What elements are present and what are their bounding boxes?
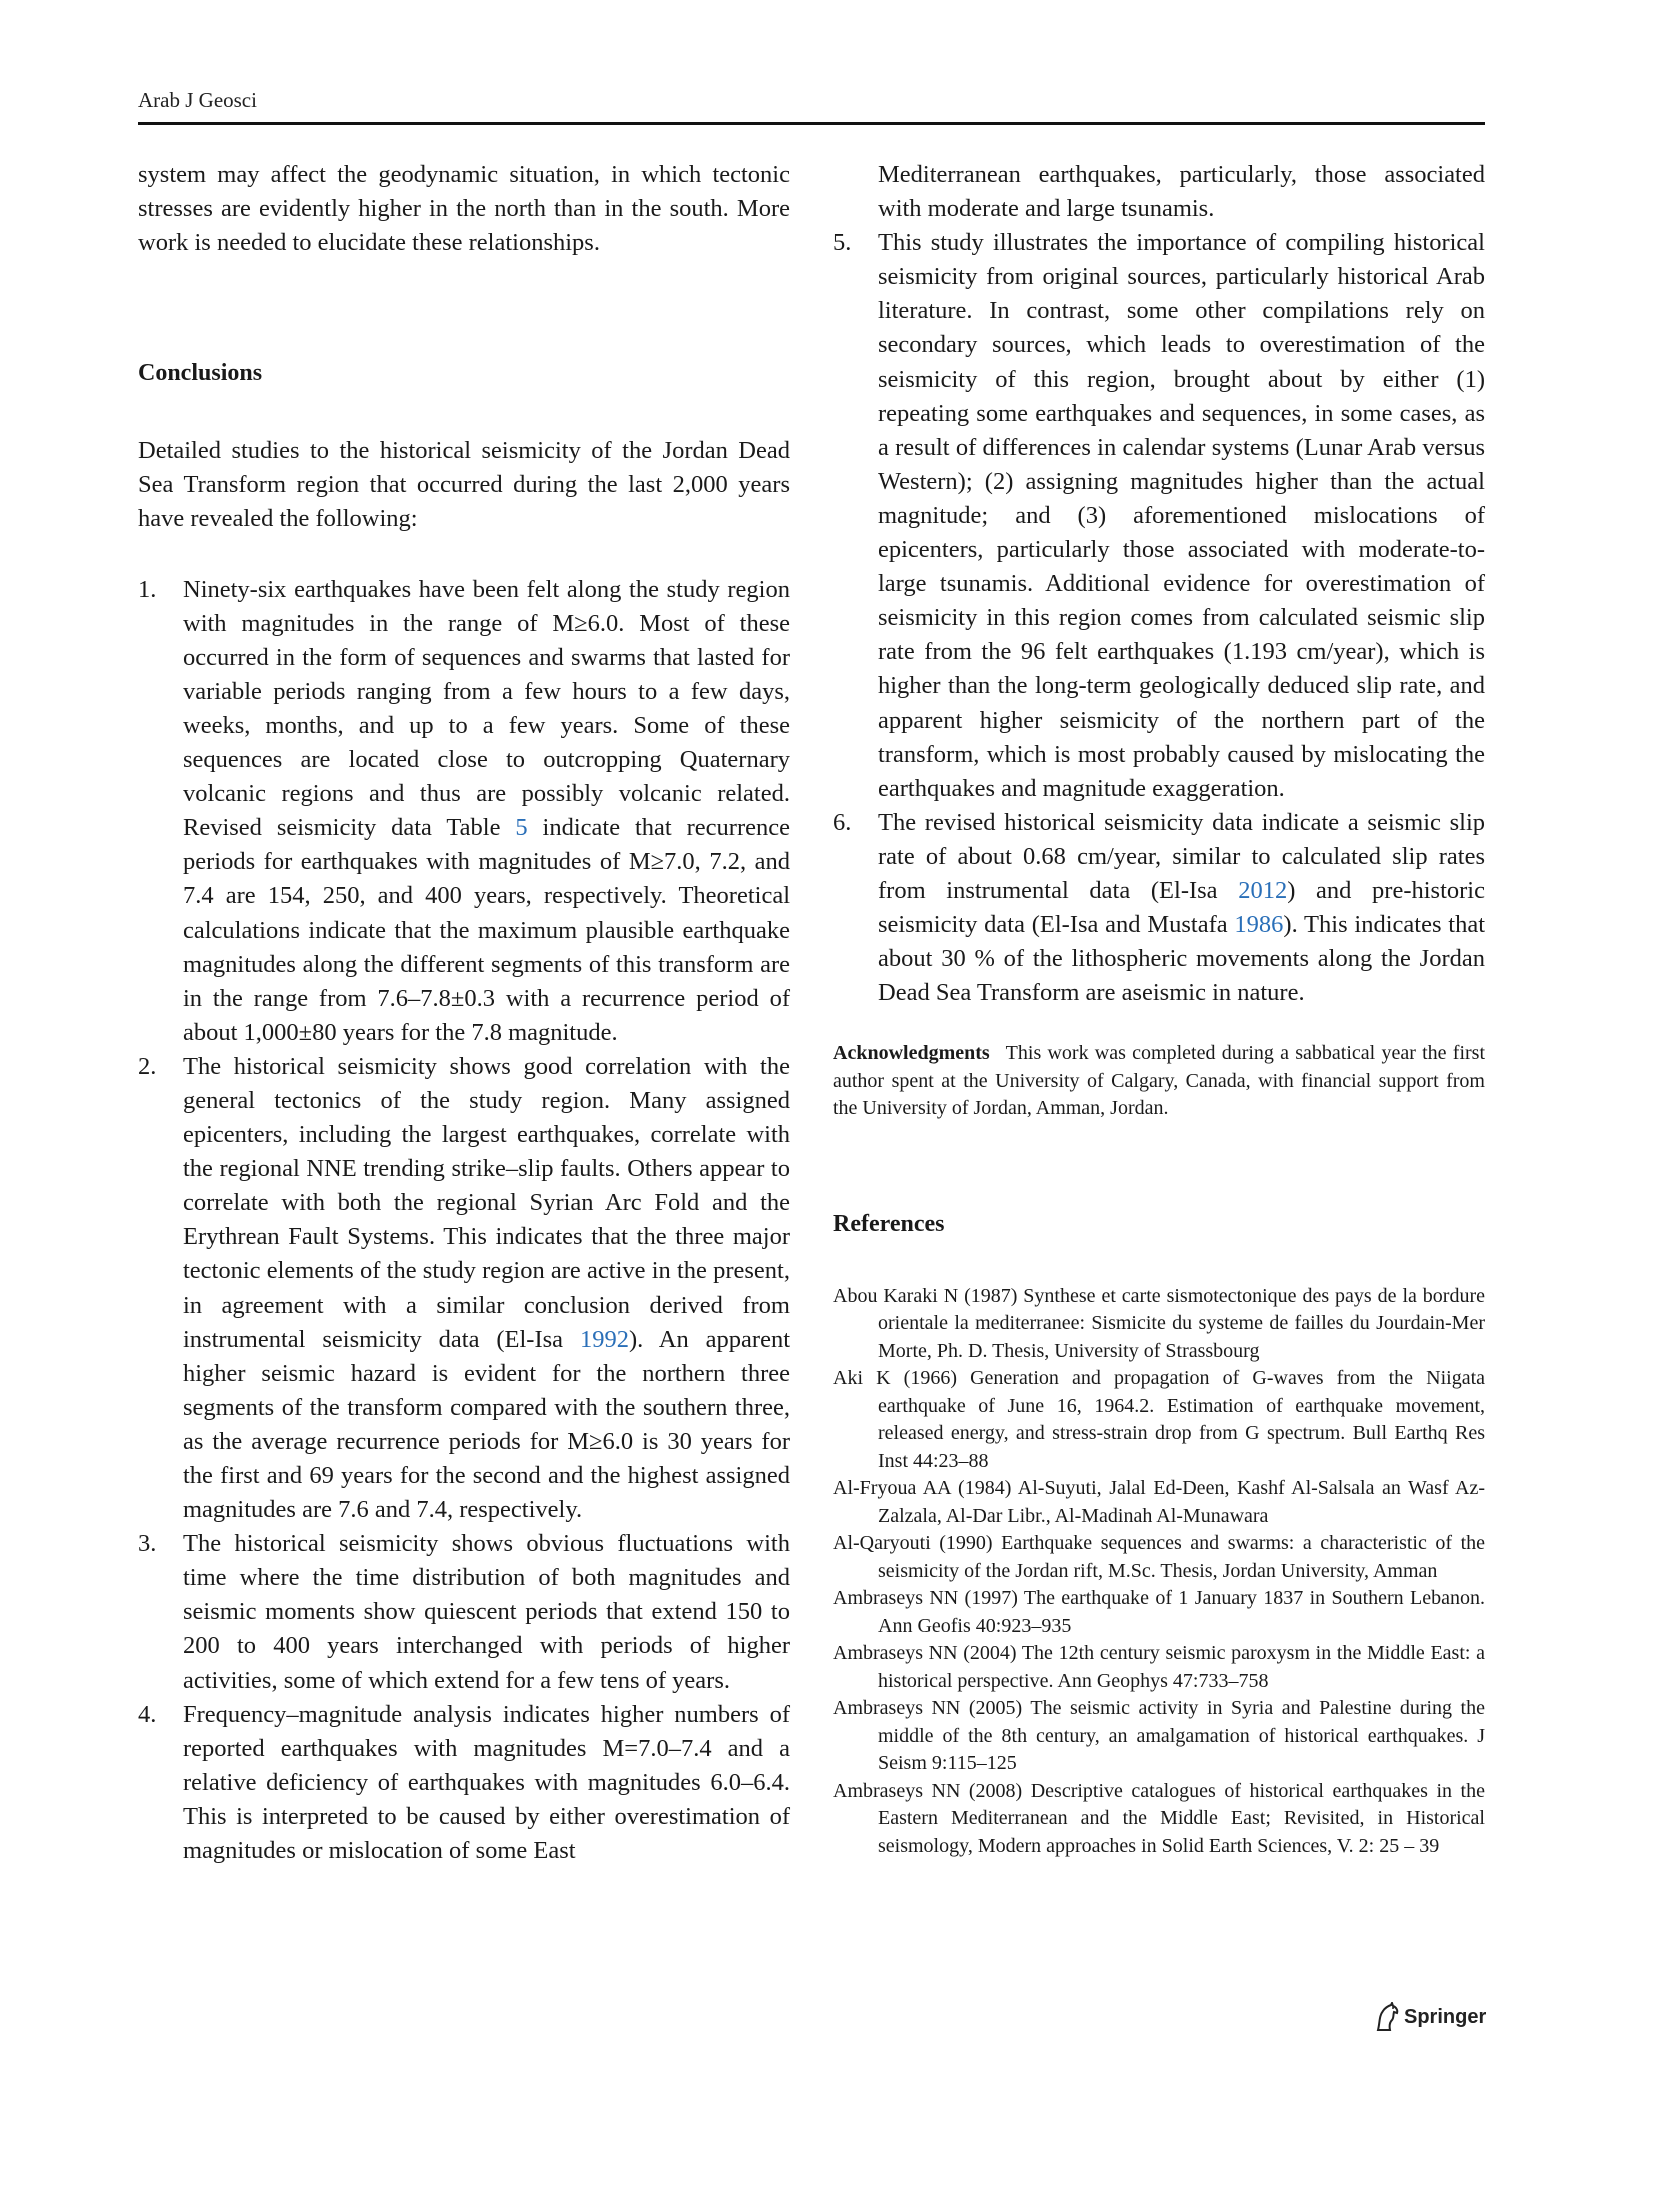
- table-link[interactable]: 5: [515, 814, 528, 842]
- publisher-name: Springer: [1404, 2005, 1487, 2028]
- conclusions-list: [138, 573, 790, 1869]
- citation-link[interactable]: 1986: [1234, 911, 1284, 939]
- list-item: [833, 806, 1485, 1011]
- header-rule: [138, 122, 1485, 125]
- item-text: The revised historical seismicity data indicate a seismic slip rate of about 0.68 cm/year, similar to calculated slip rates from instrumental data (El-Isa: [878, 808, 1485, 904]
- acknowledgments-heading: Acknowledgments: [833, 1042, 990, 1065]
- conclusions-heading: Conclusions: [138, 360, 263, 387]
- item-text: This study illustrates the importance of compiling historical seismicity from original sources, particularly historical Arab literature. In contrast, some other compilations rely on secondary sources, which leads to overestimation of the seismicity of this region, brought about by either (1) repeating some earthquakes and sequences, in some cases, as a result of differences in calendar systems (Lunar Arab versus Western); (2) assigning magnitudes higher than the actual magnitude; and (3) aforementioned mislocations of epicenters, particularly those associated with moderate-to-large tsunamis. Additional evidence for overestimation of seismicity in this region comes from calculated seismic slip rate from the 96 felt earthquakes (1.193 cm/year), which is higher than the long-term geologically deduced slip rate, and apparent higher seismicity of the northern part of the transform, which is most probably caused by mislocating the earthquakes and magnitude exaggeration.: [878, 229, 1485, 802]
- item-text: Frequency–magnitude analysis indicates higher numbers of reported earthquakes with magnitudes M=7.0–7.4 and a relative deficiency of earthquakes with magnitudes 6.0–6.4. This is interpreted to be caused by either overestimation of magnitudes or mislocation of some East: [183, 1700, 790, 1865]
- item-text: ) and pre-historic seismicity data (El-Isa and Mustafa: [878, 876, 1485, 939]
- item-number: 1.: [138, 575, 157, 603]
- right-column: [833, 158, 1485, 1860]
- reference-item: Al-Fryoua AA (1984) Al-Suyuti, Jalal Ed-Deen, Kashf Al-Salsala an Wasf Az-Zalzala, Al-Dar Libr., Al-Madinah Al-Munawara: [833, 1477, 1485, 1527]
- reference-item: Ambraseys NN (2005) The seismic activity in Syria and Palestine during the middle of the 8th century, an amalgamation of historical earthquakes. J Seism 9:115–125: [833, 1697, 1485, 1775]
- list-item-continuation: Mediterranean earthquakes, particularly, those associated with moderate and large tsunamis.: [878, 161, 1485, 223]
- references-heading: References: [833, 1210, 945, 1237]
- citation-link[interactable]: 1992: [579, 1325, 629, 1353]
- list-item: [138, 1527, 790, 1697]
- springer-logo: [1374, 2002, 1486, 2032]
- item-number: 5.: [833, 229, 852, 257]
- reference-item: Ambraseys NN (1997) The earthquake of 1 January 1837 in Southern Lebanon. Ann Geofis 40:923–935: [833, 1587, 1485, 1637]
- item-text: The historical seismicity shows obvious fluctuations with time where the time distribution of both magnitudes and seismic moments show quiescent periods that extend 150 to 200 to 400 years interchanged with periods of higher activities, some of which extend for a few tens of years.: [183, 1530, 790, 1694]
- list-item: [833, 226, 1485, 806]
- list-item: [138, 573, 790, 1050]
- references-list: [833, 1283, 1485, 1861]
- reference-item: Abou Karaki N (1987) Synthese et carte sismotectonique des pays de la bordure orientale la mediterranee: Sismicite du systeme de failles du Jourdain-Mer Morte, Ph. D. Thesis, University of Strassbourg: [833, 1284, 1485, 1362]
- conclusions-lead: Detailed studies to the historical seismicity of the Jordan Dead Sea Transform region that occurred during the last 2,000 years have revealed the following:: [138, 437, 790, 533]
- item-number: 6.: [833, 808, 852, 836]
- item-number: 3.: [138, 1530, 157, 1558]
- reference-item: Ambraseys NN (2008) Descriptive catalogues of historical earthquakes in the Eastern Mediterranean and the Middle East; Revisited, in Historical seismology, Modern approaches in Solid Earth Sciences, V. 2: 25 – 39: [833, 1779, 1485, 1857]
- intro-paragraph: system may affect the geodynamic situation, in which tectonic stresses are evidently higher in the north than in the south. More work is needed to elucidate these relationships.: [138, 161, 790, 257]
- list-item: [138, 1050, 790, 1527]
- acknowledgments: [833, 1040, 1485, 1123]
- list-item: [138, 1698, 790, 1868]
- item-text: The historical seismicity shows good correlation with the general tectonics of the study region. Many assigned epicenters, including the largest earthquakes, correlate with the regional NNE trending strike–slip faults. Others appear to correlate with both the regional Syrian Arc Fold and the Erythrean Fault Systems. This indicates that the three major tectonic elements of the study region are active in the present, in agreement with a similar conclusion derived from instrumental seismicity data (El-Isa: [183, 1052, 790, 1353]
- item-text: indicate that recurrence periods for earthquakes with magnitudes of M≥7.0, 7.2, and 7.4 are 154, 250, and 400 years, respectively. Theoretical calculations indicate that the maximum plausible earthquake magnitudes along the different segments of this transform are in the range from 7.6–7.8±0.3 with a recurrence period of about 1,000±80 years for the 7.8 magnitude.: [183, 814, 790, 1046]
- springer-horse-icon: [1374, 2002, 1400, 2032]
- citation-link[interactable]: 2012: [1238, 876, 1288, 904]
- journal-name: Arab J Geosci: [138, 88, 257, 112]
- left-column: [138, 158, 790, 1868]
- item-number: 2.: [138, 1052, 157, 1080]
- conclusions-list-continued: [833, 226, 1485, 1010]
- reference-item: Aki K (1966) Generation and propagation of G-waves from the Niigata earthquake of June 16, 1964.2. Estimation of earthquake movement, released energy, and stress-strain drop from G spectrum. Bull Earthq Res Inst 44:23–88: [833, 1367, 1485, 1472]
- reference-item: Al-Qaryouti (1990) Earthquake sequences and swarms: a characteristic of the seismicity of the Jordan rift, M.Sc. Thesis, Jordan University, Amman: [833, 1532, 1485, 1582]
- item-text: ). This indicates that about 30 % of the lithospheric movements along the Jordan Dead Sea Transform are aseismic in nature.: [878, 911, 1485, 1007]
- reference-item: Ambraseys NN (2004) The 12th century seismic paroxysm in the Middle East: a historical perspective. Ann Geophys 47:733–758: [833, 1642, 1485, 1692]
- acknowledgments-text: This work was completed during a sabbatical year the first author spent at the University of Calgary, Canada, with financial support from the University of Jordan, Amman, Jordan.: [833, 1042, 1485, 1120]
- item-number: 4.: [138, 1700, 157, 1728]
- item-text: ). An apparent higher seismic hazard is evident for the northern three segments of the transform compared with the southern three, as the average recurrence periods for M≥6.0 is 30 years for the first and 69 years for the second and the highest assigned magnitudes are 7.6 and 7.4, respectively.: [183, 1325, 790, 1524]
- item-text: Ninety-six earthquakes have been felt along the study region with magnitudes in the range of M≥6.0. Most of these occurred in the form of sequences and swarms that lasted for variable periods ranging from a few hours to a few days, weeks, months, and up to a few years. Some of these sequences are located close to outcropping Quaternary volcanic regions and thus are possibly volcanic related. Revised seismicity data Table: [183, 575, 790, 842]
